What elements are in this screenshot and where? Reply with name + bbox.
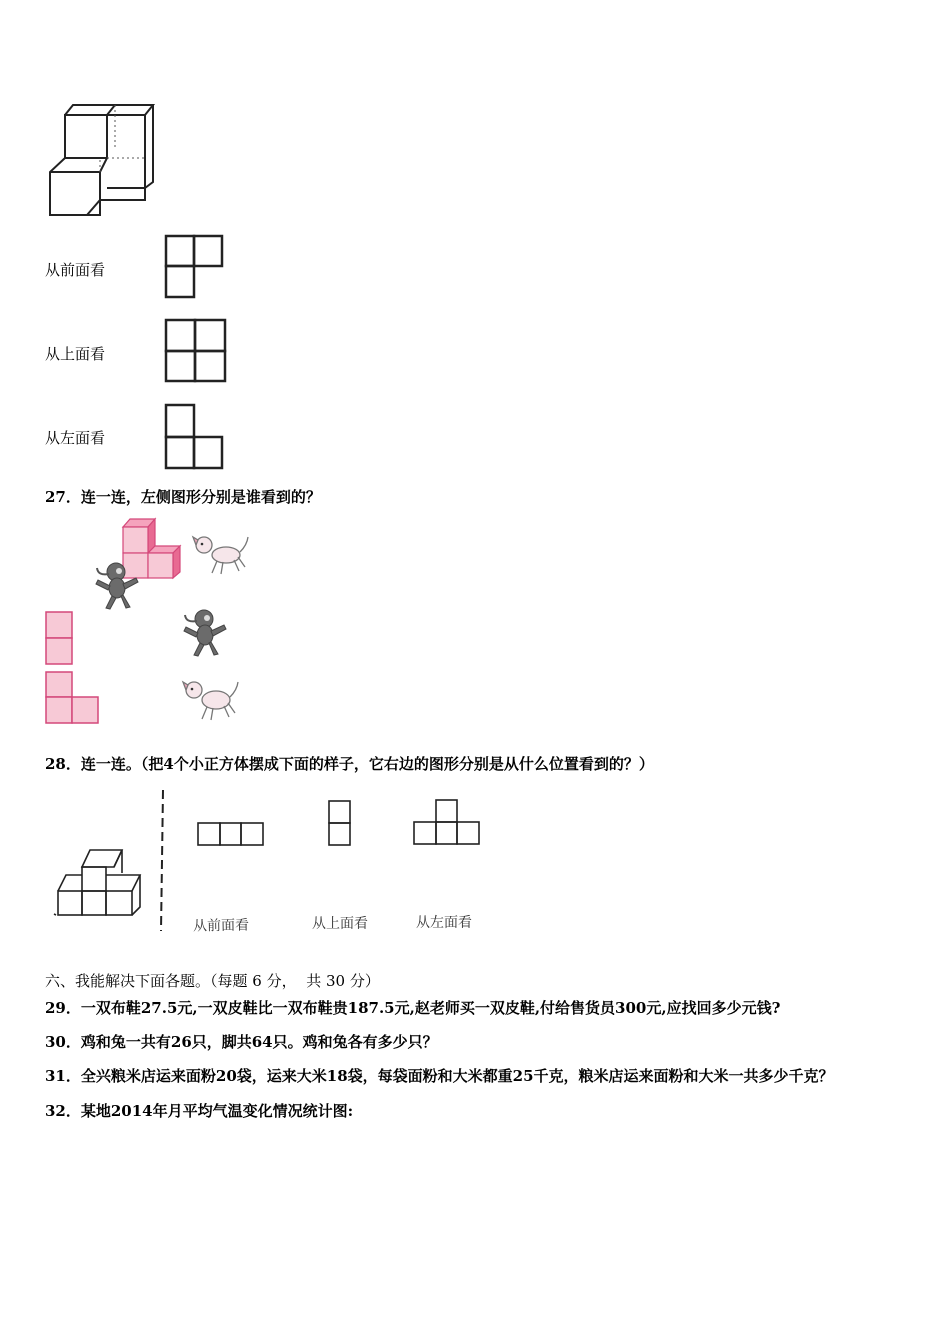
q28-text-rest: 个小正方体摆成下面的样子，它右边的图形分别是从什么位置看到的？） [173,755,654,773]
section6-heading [45,971,380,991]
q29-number: 29． [45,999,81,1017]
q31-text: 全兴粮米店运来面粉20袋，运来大米18袋，每袋面粉和大米都重25千克，粮米店运来面粉和大米一共多少千克？ [80,1067,834,1085]
q28-question [45,754,654,774]
q30-text: 鸡和兔一共有26只，脚共64只。鸡和兔各有多少只？ [80,1033,438,1051]
section6-total: 30 [325,972,346,990]
q29-text: 一双布鞋27.5元,一双皮鞋比一双布鞋贵187.5元,赵老师买一双皮鞋,付给售货员300元,应找回多少元钱? [80,999,781,1017]
q27-question [45,487,321,507]
q27-number: 27． [45,488,81,506]
q26-front-view-grid [164,234,224,300]
q27-dog-figure [180,676,242,724]
section6-total-label: 共 [306,972,322,990]
q26-top-view-grid [164,318,228,384]
q26-left-view-grid [164,403,226,471]
q32-question [45,1101,353,1121]
q30-number: 30． [45,1033,81,1051]
section6-end: 分） [349,972,380,990]
q28-number: 28． [45,755,81,773]
q28-view-three-in-row [197,822,267,848]
q28-view-t-shape [413,799,485,849]
q26-label-front: 从前面看 [45,261,106,279]
q30-question [45,1032,438,1052]
q28-count: 4 [163,755,174,773]
section6-title: 六、我能解决下面各题。（每题 [45,972,248,990]
q26-solid-figure [45,100,160,220]
q28-view-two-stacked [328,800,354,848]
q28-label-top: 从上面看 [312,916,368,932]
q28-cube-arrangement [52,845,152,917]
q27-monkey-figure-top [92,560,142,610]
q28-label-left: 从左面看 [416,915,472,931]
q31-question [45,1066,834,1086]
q31-number: 31． [45,1067,81,1085]
q28-text: 连一连。（把 [80,755,164,773]
q27-dog-figure-top [190,533,250,578]
q29-question [45,998,780,1018]
q26-label-top: 从上面看 [45,345,106,363]
q28-label-front: 从前面看 [192,917,250,935]
section6-mid: 分， [266,972,297,990]
q27-text: 连一连，左侧图形分别是谁看到的？ [80,488,321,506]
q27-monkey-figure [180,607,230,657]
q27-option-l-shape [45,671,101,726]
q32-text: 某地2014年月平均气温变化情况统计图: [80,1102,354,1120]
section6-points: 6 [252,972,262,990]
q26-label-left: 从左面看 [45,429,106,447]
q27-option-tall-column [45,611,75,666]
q32-number: 32． [45,1102,81,1120]
q28-dashed-divider [158,788,168,933]
